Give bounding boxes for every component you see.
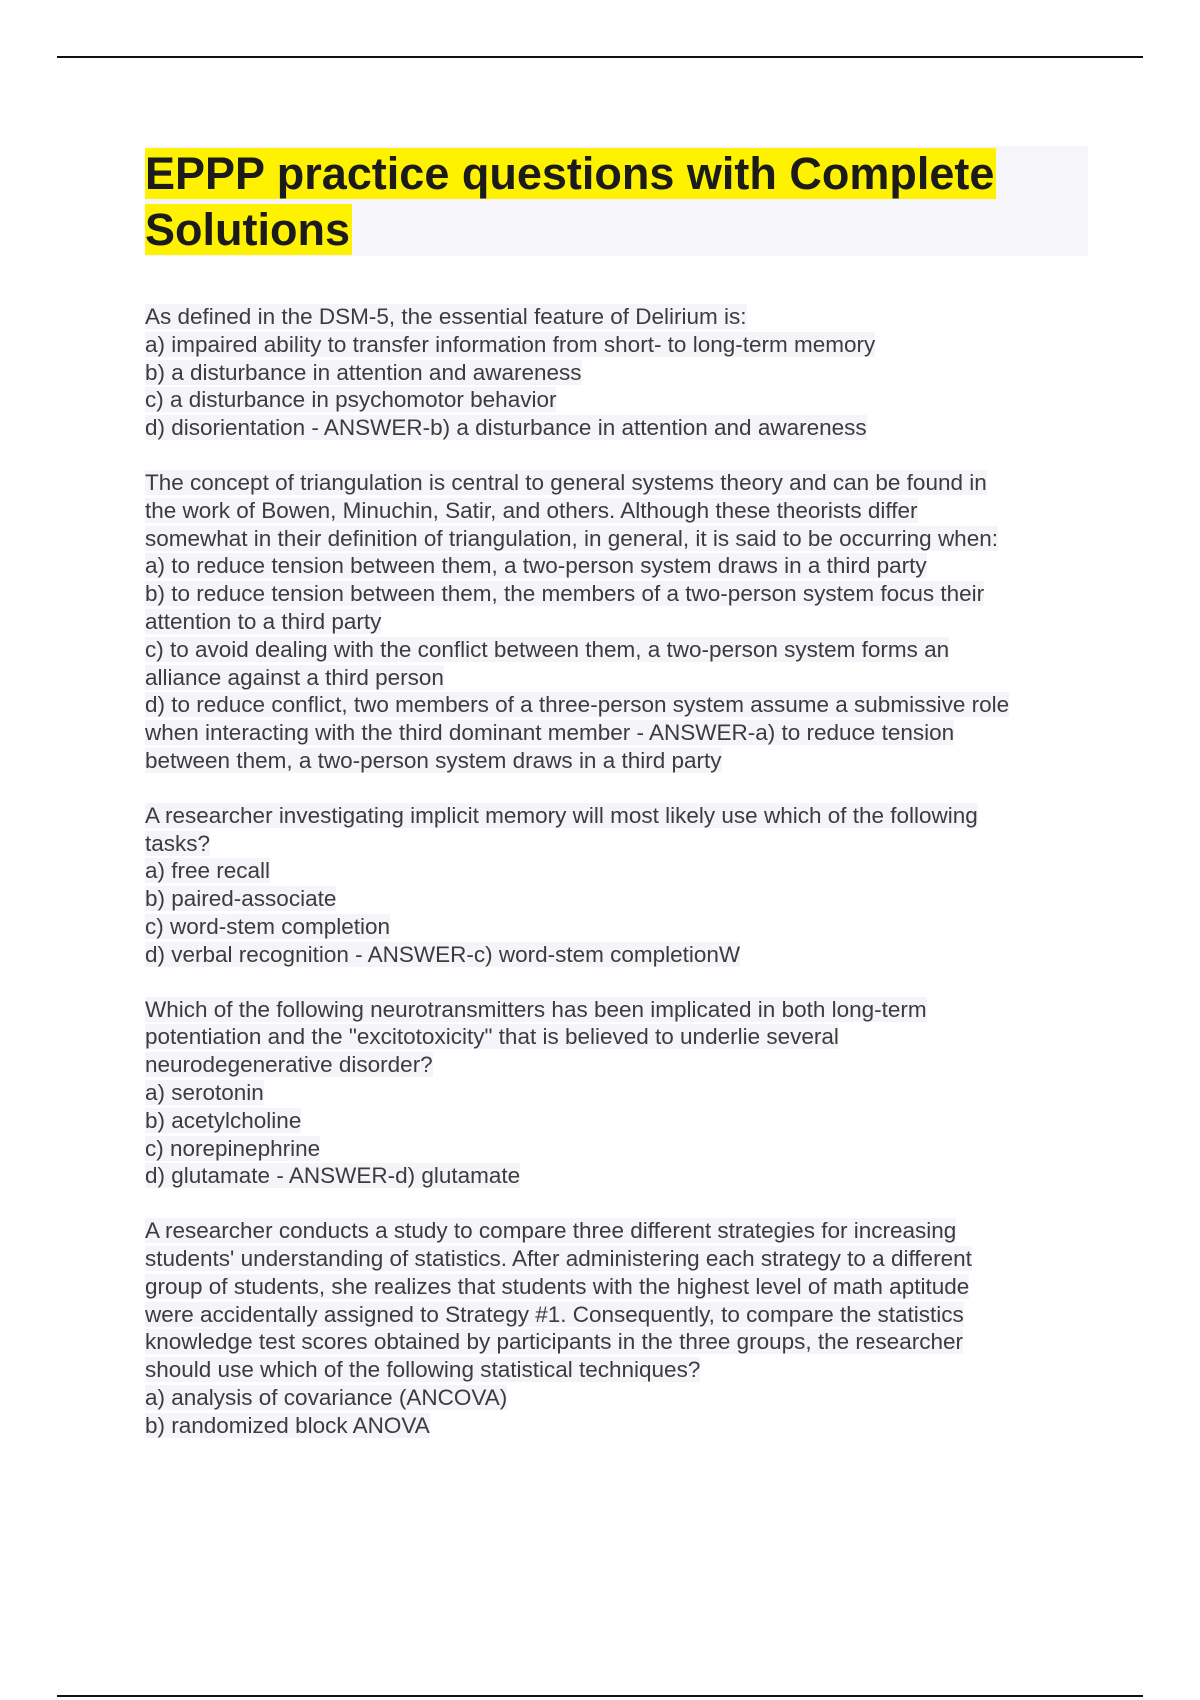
question-line: A researcher conducts a study to compare three different strategies for increasing [145,1218,957,1244]
title-line-1: EPPP practice questions with Complete [145,148,995,199]
option-line: a) analysis of covariance (ANCOVA) [145,1384,508,1410]
question-3 [145,802,1090,969]
answer-line: d) disorientation - ANSWER-b) a disturbance in attention and awareness [145,415,867,441]
answer-line: when interacting with the third dominant member - ANSWER-a) to reduce tension [145,720,955,746]
option-line: c) word-stem completion [145,913,391,939]
question-line: should use which of the following statistical techniques? [145,1357,701,1383]
option-line: b) acetylcholine [145,1107,302,1133]
questions-list [145,303,1090,1466]
answer-line: d) verbal recognition - ANSWER-c) word-stem completionW [145,941,741,967]
option-line: b) randomized block ANOVA [145,1412,430,1438]
question-line: somewhat in their definition of triangulation, in general, it is said to be occurring when: [145,525,998,551]
page-title [145,146,1088,258]
option-line: alliance against a third person [145,664,444,690]
question-4 [145,996,1090,1191]
question-line: Which of the following neurotransmitters has been implicated in both long-term [145,996,927,1022]
question-line: the work of Bowen, Minuchin, Satir, and others. Although these theorists differ [145,497,918,523]
title-block [145,146,1088,256]
question-line: potentiation and the "excitotoxicity" that is believed to underlie several [145,1024,839,1050]
question-2 [145,469,1090,775]
option-line: c) a disturbance in psychomotor behavior [145,387,557,413]
question-line: were accidentally assigned to Strategy #1. Consequently, to compare the statistics [145,1301,964,1327]
question-line: students' understanding of statistics. After administering each strategy to a different [145,1245,972,1271]
answer-line: between them, a two-person system draws in a third party [145,747,722,773]
question-line: knowledge test scores obtained by participants in the three groups, the researcher [145,1329,963,1355]
question-line: A researcher investigating implicit memory will most likely use which of the following [145,802,978,828]
title-line-2: Solutions [145,204,350,255]
option-line: a) free recall [145,858,271,884]
question-line: group of students, she realizes that students with the highest level of math aptitude [145,1273,970,1299]
option-line: a) serotonin [145,1079,264,1105]
option-line: a) impaired ability to transfer information from short- to long-term memory [145,331,876,357]
question-line: neurodegenerative disorder? [145,1052,433,1078]
question-line: The concept of triangulation is central to general systems theory and can be found in [145,469,987,495]
option-line: b) to reduce tension between them, the members of a two-person system focus their [145,581,985,607]
top-rule [57,56,1143,58]
option-line: c) to avoid dealing with the conflict between them, a two-person system forms an [145,636,950,662]
question-5 [145,1217,1090,1439]
bottom-rule [57,1695,1143,1697]
question-1 [145,303,1090,442]
question-line: tasks? [145,830,211,856]
option-line: attention to a third party [145,608,382,634]
option-line: d) to reduce conflict, two members of a three-person system assume a submissive role [145,692,1010,718]
option-line: c) norepinephrine [145,1135,321,1161]
option-line: a) to reduce tension between them, a two-person system draws in a third party [145,553,927,579]
option-line: b) a disturbance in attention and awareness [145,359,582,385]
option-line: b) paired-associate [145,886,337,912]
answer-line: d) glutamate - ANSWER-d) glutamate [145,1163,521,1189]
question-line: As defined in the DSM-5, the essential feature of Delirium is: [145,304,747,329]
